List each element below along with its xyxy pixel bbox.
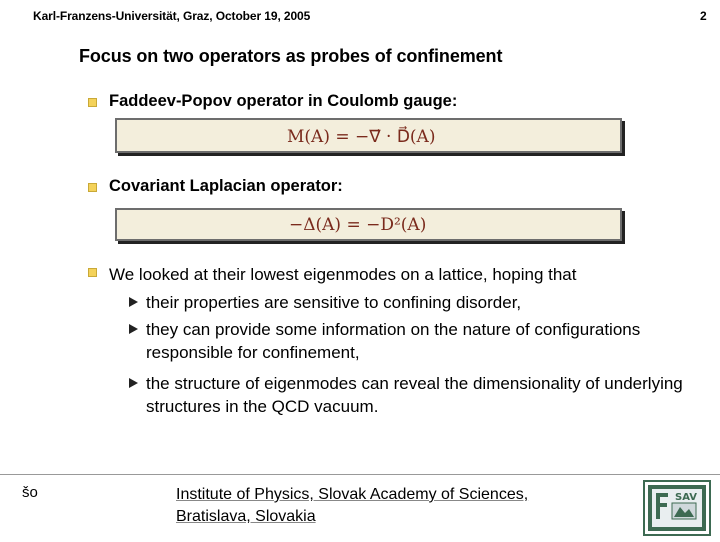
formula-laplacian: −Δ(A) = −D²(A) xyxy=(289,215,427,235)
subitem: the structure of eigenmodes can reveal the dimensionality of underlying structures in the QCD vacuum. xyxy=(146,374,683,416)
bullet-eigenmodes: We looked at their lowest eigenmodes on a lattice, hoping that xyxy=(109,265,577,284)
square-bullet-icon xyxy=(88,268,97,277)
page-number: 2 xyxy=(700,9,707,23)
bullet-covariant-laplacian: Covariant Laplacian operator: xyxy=(109,177,343,195)
header-conference: Karl-Franzens-Universität, Graz, October 19, 2005 xyxy=(33,9,311,23)
institute-link[interactable] xyxy=(176,484,528,528)
sav-logo xyxy=(642,479,712,537)
bullet-faddeev-popov: Faddeev-Popov operator in Coulomb gauge: xyxy=(109,92,458,110)
formula-box-laplacian xyxy=(115,208,622,241)
slide-title: Focus on two operators as probes of confinement xyxy=(79,46,503,66)
subitem: their properties are sensitive to confining disorder, xyxy=(146,293,522,312)
footer-divider xyxy=(0,474,720,475)
arrow-bullet-icon xyxy=(129,324,138,334)
sav-logo-icon xyxy=(642,479,712,537)
square-bullet-icon xyxy=(88,183,97,192)
formula-box-faddeev-popov xyxy=(115,118,622,153)
institute-line-2: Bratislava, Slovakia xyxy=(176,508,316,525)
author-initials: šo xyxy=(22,484,38,501)
logo-text: SAV xyxy=(675,492,698,503)
institute-line-1: Institute of Physics, Slovak Academy of Sciences, xyxy=(176,486,529,503)
formula-faddeev-popov: M(A) = −∇⃗ · D⃗(A) xyxy=(287,127,436,147)
square-bullet-icon xyxy=(88,98,97,107)
arrow-bullet-icon xyxy=(129,297,138,307)
arrow-bullet-icon xyxy=(129,378,138,388)
subitem: they can provide some information on the nature of configurations responsible for confinement, xyxy=(146,320,641,362)
